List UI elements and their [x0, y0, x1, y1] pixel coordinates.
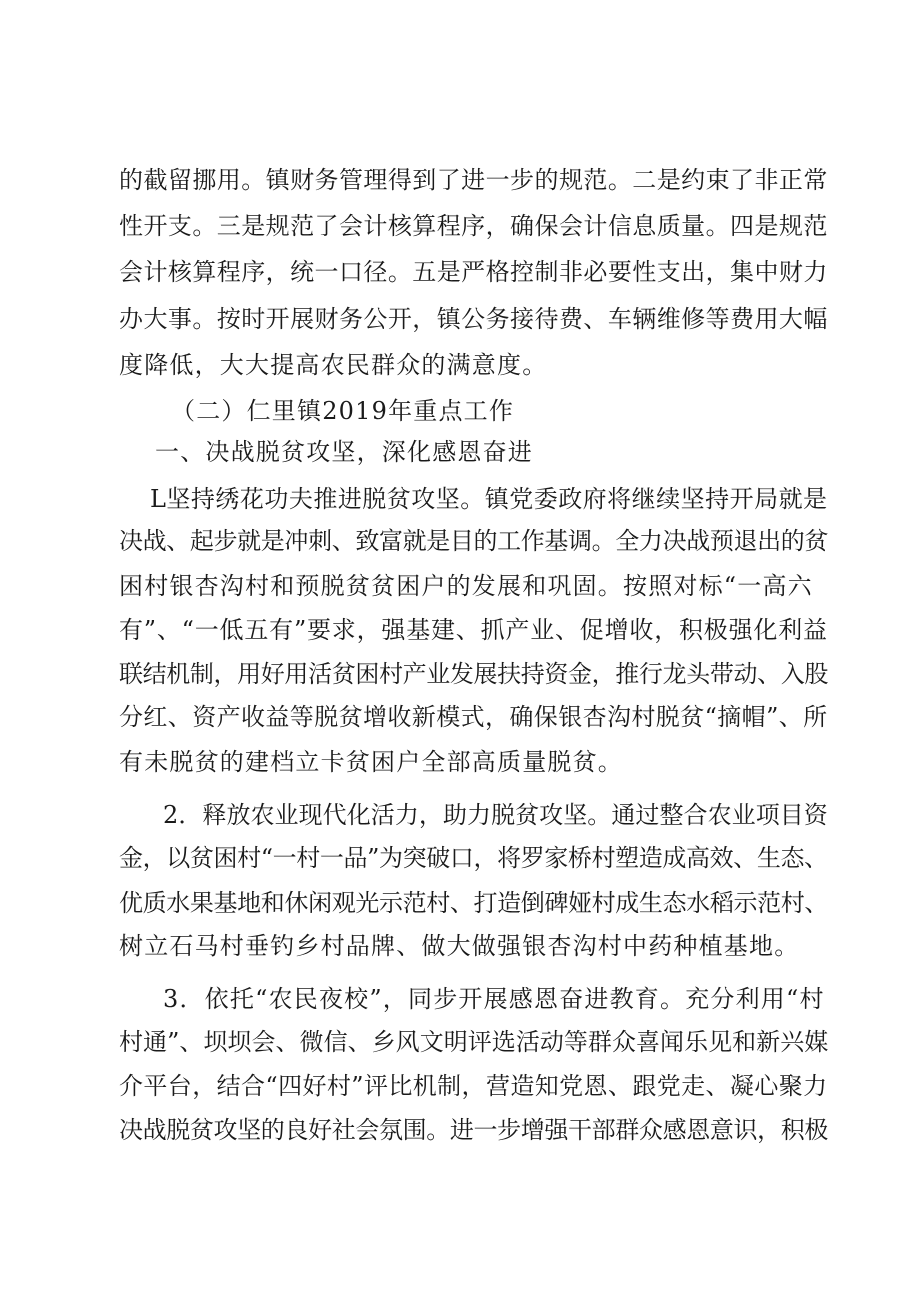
list-item-line: L坚持绣花功夫推进脱贫攻坚。镇党委政府将继续坚持开局就是: [150, 485, 828, 513]
list-item-line: 困村银杏沟村和预脱贫贫困户的发展和巩固。按照对标“一高六: [119, 572, 813, 600]
paragraph-line: 度降低，大大提高农民群众的满意度。: [119, 351, 548, 379]
list-item-line: 3．依托“农民夜校”，同步开展感恩奋进教育。充分利用“村: [163, 985, 825, 1013]
list-item-line: 联结机制，用好用活贫困村产业发展扶持资金，推行龙头带动、入股: [119, 660, 828, 688]
paragraph-line: 会计核算程序，统一口径。五是严格控制非必要性支出，集中财力: [119, 258, 828, 286]
list-item-line: 介平台，结合“四好村”评比机制，营造知党恩、跟党走、凝心聚力: [119, 1072, 828, 1100]
list-item-line: 优质水果基地和休闲观光示范村、打造倒碑娅村成生态水稻示范村、: [119, 889, 828, 917]
subheading: 一、决战脱贫攻坚，深化感恩奋进: [155, 438, 533, 466]
paragraph-line: 性开支。三是规范了会计核算程序，确保会计信息质量。四是规范: [119, 212, 828, 240]
list-item-line: 分红、资产收益等脱贫增收新模式，确保银杏沟村脱贫“摘帽”、所: [119, 703, 828, 731]
list-item-line: 村通”、坝坝会、微信、乡风文明评选活动等群众喜闻乐见和新兴媒: [119, 1028, 829, 1056]
list-item-line: 有未脱贫的建档立卡贫困户全部高质量脱贫。: [119, 748, 623, 776]
list-item-line: 金，以贫困村“一村一品”为突破口，将罗家桥村塑造成高效、生态、: [119, 844, 828, 872]
paragraph-line: 办大事。按时开展财务公开，镇公务接待费、车辆维修等费用大幅: [119, 305, 828, 333]
list-item-line: 2．释放农业现代化活力，助力脱贫攻坚。通过整合农业项目资: [163, 801, 828, 829]
list-item-line: 有”、“一低五有”要求，强基建、抓产业、促增收，积极强化利益: [119, 616, 828, 644]
list-item-line: 树立石马村垂钓乡村品牌、做大做强银杏沟村中药种植基地。: [119, 932, 800, 960]
list-item-line: 决战、起步就是冲刺、致富就是目的工作基调。全力决战预退出的贫: [119, 527, 828, 555]
section-heading: （二）仁里镇2019年重点工作: [171, 397, 515, 425]
list-item-line: 决战脱贫攻坚的良好社会氛围。进一步增强干部群众感恩意识，积极: [119, 1116, 828, 1144]
paragraph-line: 的截留挪用。镇财务管理得到了进一步的规范。二是约束了非正常: [119, 166, 828, 194]
